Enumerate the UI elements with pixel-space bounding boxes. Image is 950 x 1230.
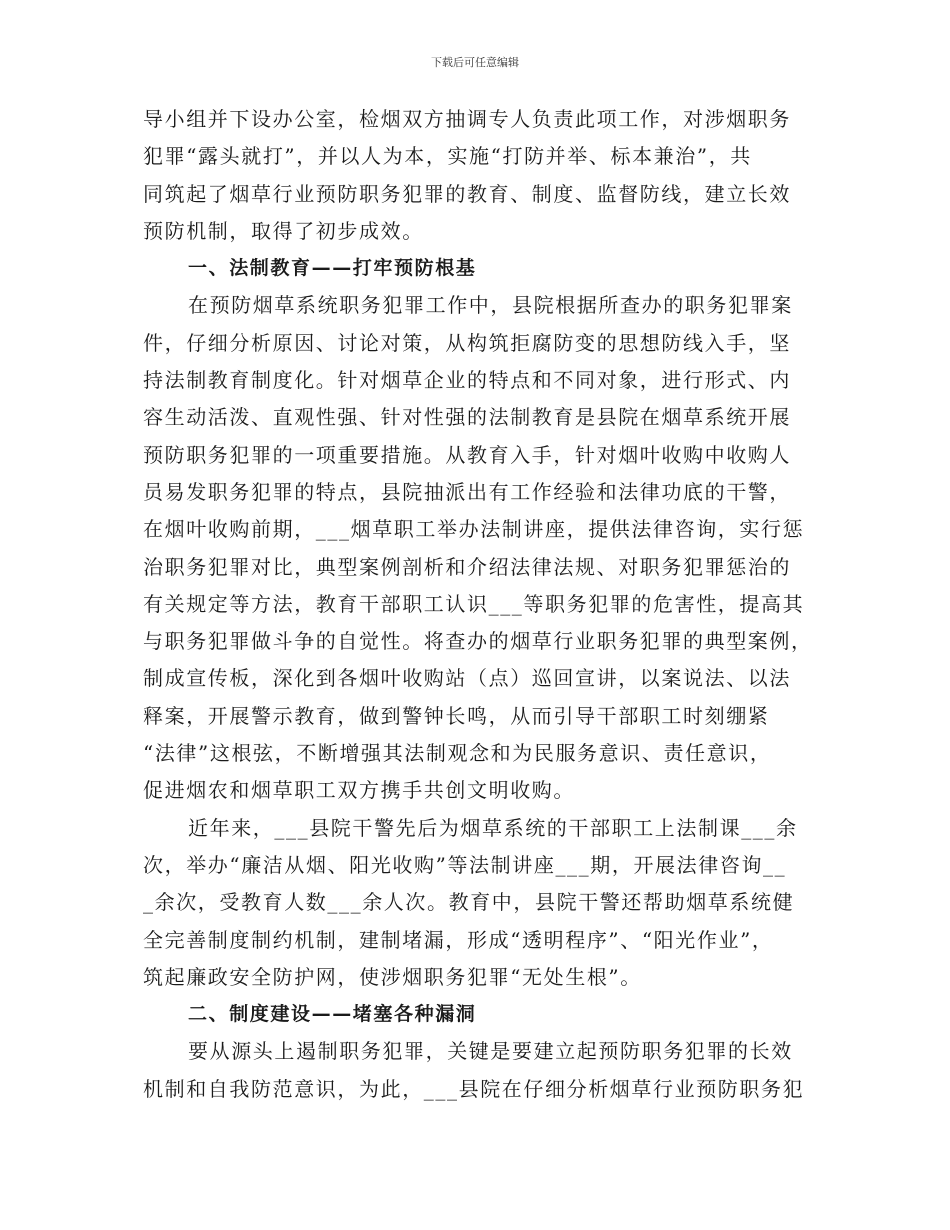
paragraph-line: _余次，受教育人数___余人次。教育中，县院干警还帮助烟草系统健	[143, 890, 795, 915]
section-heading: 二、制度建设——堵塞各种漏洞	[188, 1003, 477, 1026]
paragraph-line: 导小组并下设办公室，检烟双方抽调专人负责此项工作，对涉烟职务	[143, 107, 791, 131]
paragraph-line: 机制和自我防范意识，为此，___县院在仔细分析烟草行业预防职务犯	[143, 1076, 805, 1101]
paragraph-line: 有关规定等方法，教育干部职工认识___等职务犯罪的危害性，提高其	[143, 591, 805, 616]
paragraph-line: “法律”这根弦，不断增强其法制观念和为民服务意识、责任意识，	[143, 741, 772, 766]
paragraph-line: 次，举办“廉洁从烟、阳光收购”等法制讲座___期，开展法律咨询__	[143, 852, 787, 877]
paragraph-line: 在预防烟草系统职务犯罪工作中，县院根据所查办的职务犯罪案	[188, 293, 793, 318]
paragraph-line: 容生动活泼、直观性强、针对性强的法制教育是县院在烟草系统开展	[143, 405, 791, 430]
paragraph-line: 持法制教育制度化。针对烟草企业的特点和不同对象，进行形式、内	[143, 368, 791, 393]
paragraph-line: 犯罪“露头就打”，并以人为本，实施“打防并举、标本兼治”，共	[143, 144, 752, 169]
paragraph-line: 筑起廉政安全防护网，使涉烟职务犯罪“无处生根”。	[143, 964, 642, 989]
page-header: 下载后可任意编辑	[431, 56, 519, 69]
paragraph-line: 制成宣传板，深化到各烟叶收购站（点）巡回宣讲，以案说法、以法	[143, 666, 791, 691]
section-heading: 一、法制教育——打牢预防根基	[188, 257, 477, 280]
paragraph-line: 同筑起了烟草行业预防职务犯罪的教育、制度、监督防线，建立长效	[143, 181, 791, 206]
paragraph-line: 要从源头上遏制职务犯罪，关键是要建立起预防职务犯罪的长效	[188, 1039, 793, 1064]
document-body	[143, 101, 823, 1108]
paragraph-line: 促进烟农和烟草职工双方携手共创文明收购。	[143, 778, 575, 803]
paragraph-line: 与职务犯罪做斗争的自觉性。将查办的烟草行业职务犯罪的典型案例，	[143, 629, 813, 654]
paragraph-line: 近年来，___县院干警先后为烟草系统的干部职工上法制课___余	[188, 815, 798, 840]
paragraph-line: 在烟叶收购前期，___烟草职工举办法制讲座，提供法律咨询，实行惩	[143, 517, 805, 542]
paragraph-line: 员易发职务犯罪的特点，县院抽派出有工作经验和法律功底的干警，	[143, 479, 791, 504]
paragraph-line: 释案，开展警示教育，做到警钟长鸣，从而引导干部职工时刻绷紧	[143, 703, 770, 728]
paragraph-line: 件，仔细分析原因、讨论对策，从构筑拒腐防变的思想防线入手，坚	[143, 330, 791, 355]
paragraph-line: 预防职务犯罪的一项重要措施。从教育入手，针对烟叶收购中收购人	[143, 442, 791, 467]
paragraph-line: 全完善制度制约机制，建制堵漏，形成“透明程序”、“阳光作业”，	[143, 927, 774, 952]
paragraph-line: 治职务犯罪对比，典型案例剖析和介绍法律法规、对职务犯罪惩治的	[143, 554, 791, 579]
paragraph-line: 预防机制，取得了初步成效。	[143, 218, 424, 243]
